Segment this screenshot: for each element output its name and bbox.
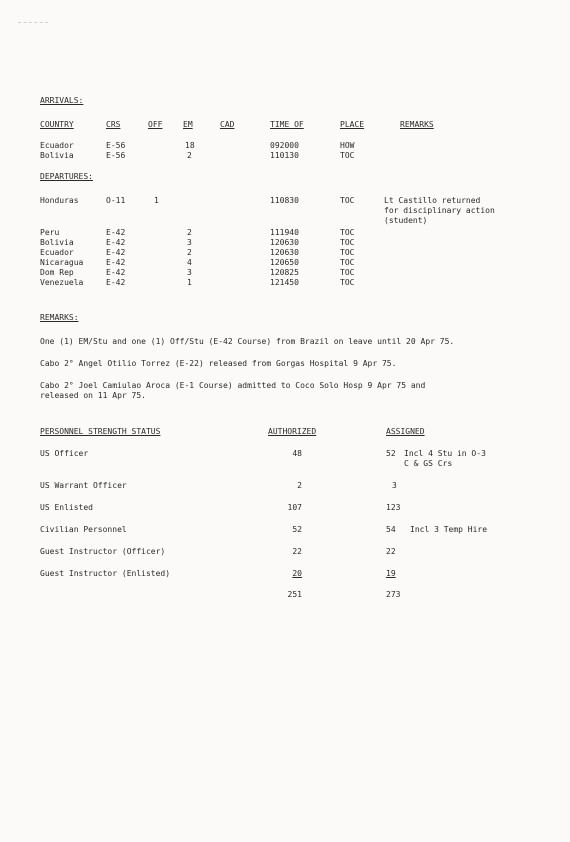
strength-assigned: 54 — [386, 525, 396, 534]
strength-label: US Enlisted — [40, 503, 93, 512]
arrival-country: Bolivia — [40, 151, 74, 160]
departure-place: TOC — [340, 238, 355, 247]
departure-place: TOC — [340, 258, 355, 267]
departure-time: 111940 — [270, 228, 299, 237]
departure-time: 121450 — [270, 278, 299, 287]
col-header-remarks: REMARKS — [400, 120, 434, 129]
departure-em: 3 — [187, 268, 192, 277]
col-header-cad: CAD — [220, 120, 235, 129]
strength-authorized: 22 — [292, 547, 302, 556]
departure-time: 120650 — [270, 258, 299, 267]
departure-place: TOC — [340, 278, 355, 287]
strength-assigned: 52 — [386, 449, 396, 458]
departure-country: Dom Rep — [40, 268, 74, 277]
strength-authorized: 20 — [292, 569, 302, 578]
departure-crs: E-42 — [106, 268, 126, 277]
strength-note: Incl 3 Temp Hire — [410, 525, 488, 534]
strength-assigned: 123 — [386, 503, 401, 512]
strength-label: Guest Instructor (Enlisted) — [40, 569, 171, 578]
remarks-paragraph: One (1) EM/Stu and one (1) Off/Stu (E-42 Course) from Brazil on leave until 20 Apr 75. — [40, 337, 455, 346]
strength-label: US Officer — [40, 449, 89, 458]
col-header-place: PLACE — [340, 120, 365, 129]
departure-country: Venezuela — [40, 278, 84, 287]
strength-assigned: 22 — [386, 547, 396, 556]
remarks-heading: REMARKS: — [40, 313, 79, 322]
strength-authorized: 52 — [292, 525, 302, 534]
departure-crs: E-42 — [106, 278, 126, 287]
departure-country: Nicaragua — [40, 258, 84, 267]
arrival-place: HOW — [340, 141, 355, 150]
strength-label: US Warrant Officer — [40, 481, 127, 490]
departure-crs: O-11 — [106, 196, 126, 205]
strength-assigned: 19 — [386, 569, 396, 578]
departure-time: 120630 — [270, 248, 299, 257]
col-header-em: EM — [183, 120, 193, 129]
departure-country: Ecuador — [40, 248, 74, 257]
departure-time: 120630 — [270, 238, 299, 247]
departure-em: 2 — [187, 228, 192, 237]
arrival-time: 092000 — [270, 141, 299, 150]
departure-remarks-line: Lt Castillo returned — [384, 196, 481, 205]
departure-place: TOC — [340, 248, 355, 257]
departure-crs: E-42 — [106, 238, 126, 247]
departure-place: TOC — [340, 228, 355, 237]
remarks-paragraph: Cabo 2° Joel Camiulao Aroca (E-1 Course) admitted to Coco Solo Hosp 9 Apr 75 and — [40, 381, 426, 390]
arrival-time: 110130 — [270, 151, 299, 160]
total-assigned: 273 — [386, 590, 401, 599]
departure-crs: E-42 — [106, 228, 126, 237]
col-header-country: COUNTRY — [40, 120, 74, 129]
arrival-crs: E-56 — [106, 141, 126, 150]
departure-off: 1 — [154, 196, 159, 205]
departure-place: TOC — [340, 196, 355, 205]
departure-em: 3 — [187, 238, 192, 247]
strength-authorized: 2 — [297, 481, 302, 490]
arrivals-heading: ARRIVALS: — [40, 96, 84, 105]
strength-authorized: 48 — [292, 449, 302, 458]
col-header-crs: CRS — [106, 120, 121, 129]
strength-note: Incl 4 Stu in O-3 — [404, 449, 486, 458]
departure-country: Honduras — [40, 196, 79, 205]
strength-label: Civilian Personnel — [40, 525, 127, 534]
departure-place: TOC — [340, 268, 355, 277]
col-header-time: TIME OF — [270, 120, 304, 129]
arrival-em: 18 — [185, 141, 195, 150]
strength-label: Guest Instructor (Officer) — [40, 547, 166, 556]
assigned-header: ASSIGNED — [386, 427, 425, 436]
departures-heading: DEPARTURES: — [40, 172, 93, 181]
strength-assigned: 3 — [392, 481, 397, 490]
strength-note: C & GS Crs — [404, 459, 453, 468]
remarks-paragraph-cont: released on 11 Apr 75. — [40, 391, 146, 400]
departure-crs: E-42 — [106, 248, 126, 257]
departure-remarks-line: for disciplinary action — [384, 206, 495, 215]
departure-em: 4 — [187, 258, 192, 267]
departure-country: Peru — [40, 228, 60, 237]
strength-authorized: 107 — [287, 503, 302, 512]
scan-artifact — [18, 22, 48, 24]
departure-time: 110830 — [270, 196, 299, 205]
arrival-crs: E-56 — [106, 151, 126, 160]
departure-em: 2 — [187, 248, 192, 257]
departure-time: 120825 — [270, 268, 299, 277]
arrival-em: 2 — [187, 151, 192, 160]
total-authorized: 251 — [287, 590, 302, 599]
arrival-country: Ecuador — [40, 141, 74, 150]
remarks-paragraph: Cabo 2° Angel Otilio Torrez (E-22) released from Gorgas Hospital 9 Apr 75. — [40, 359, 397, 368]
departure-country: Bolivia — [40, 238, 74, 247]
arrival-place: TOC — [340, 151, 355, 160]
col-header-off: OFF — [148, 120, 163, 129]
authorized-header: AUTHORIZED — [268, 427, 317, 436]
departure-crs: E-42 — [106, 258, 126, 267]
departure-remarks-line: (student) — [384, 216, 428, 225]
strength-heading: PERSONNEL STRENGTH STATUS — [40, 427, 161, 436]
departure-em: 1 — [187, 278, 192, 287]
